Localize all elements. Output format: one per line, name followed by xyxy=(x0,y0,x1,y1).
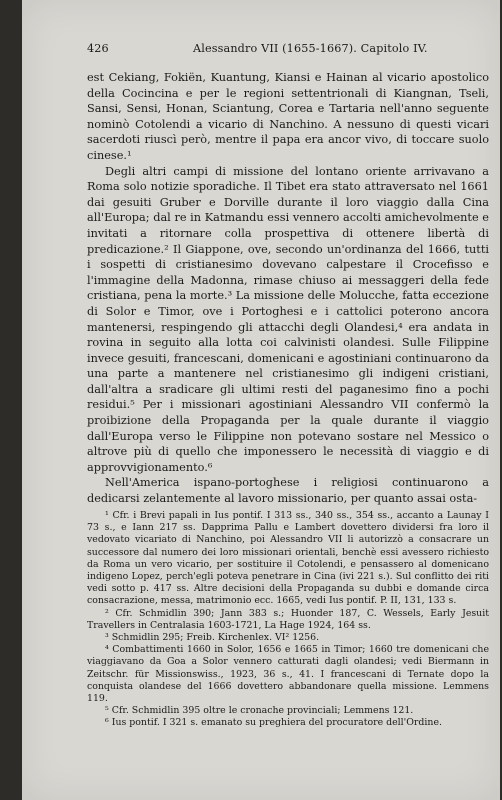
page-header xyxy=(87,42,490,56)
page-number: 426 xyxy=(87,42,109,55)
running-title: Alessandro VII (1655-1667). Capitolo IV. xyxy=(193,42,428,55)
paragraph: Degli altri campi di missione del lontano oriente arrivavano a Roma solo notizie sporadiche. Il Tibet era stato attraversato nel 1661 dai gesuiti Gruber e Dorville durante il loro viaggio dalla Cina all'Europa; dal re in Katmandu essi vennero accolti amichevolmente e invitati a ritornare colla prospettiva di ottenere libertà di predicazione.² Il Giappone, ove, secondo un'ordinanza del 1666, tutti i sospetti di cristianesimo dovevano calpestare il Crocefisso e l'immagine della Madonna, rimase chiuso ai messaggeri della fede cristiana, pena la morte.³ La missione delle Molucche, fatta eccezione di Solor e Timor, ove i Portoghesi e i cattolici poterono ancora mantenersi, respingendo gli attacchi degli Olandesi,⁴ era andata in rovina in seguito alla lotta coi calvinisti olandesi. Sulle Filippine invece gesuiti, francescani, domenicani e agostiniani continuarono da una parte a mantenere nel cristianesimo gli indigeni cristiani, dall'altra a sradicare gli ultimi resti del paganesimo fino a pochi residui.⁵ Per i missionari agostiniani Alessandro VII confermò la proibizione della Propaganda per la quale durante il viaggio dall'Europa verso le Filippine non potevano sostare nel Messico o altrove più di quello che imponessero le necessità di viaggio e di approvvigionamento.⁶ xyxy=(87,164,489,474)
book-page xyxy=(22,0,500,800)
footnote-2: ² Cfr. Schmidlin 390; Jann 383 s.; Huonder 187, C. Wessels, Early Jesuit Travellers in Centralasia 1603-1721, La Hage 1924, 164 ss. xyxy=(87,607,489,631)
paragraph: Nell'America ispano-portoghese i religiosi continuarono a dedicarsi zelantemente al lavoro missionario, per quanto assai osta- xyxy=(87,476,489,506)
footnote-4: ⁴ Combattimenti 1660 in Solor, 1656 e 1665 in Timor; 1660 tre domenicani che viaggiavano da Goa a Solor vennero catturati dagli olandesi; vedi Biermann in Zeitschr. für Missionswiss., 1923, 36 s., 41. I francescani di Ternate dopo la conquista olandese del 1666 dovettero abbandonare quella missione. Lemmens 119. xyxy=(87,644,489,705)
paragraph: est Cekiang, Fokiën, Kuantung, Kiansi e Hainan al vicario apostolico della Cocincina e per le regioni settentrionali di Kiangnan, Tseli, Sansi, Sensi, Honan, Sciantung, Corea e Tartaria nell'anno seguente nominò Cotolendi a vicario di Nanchino. A nessuno di questi vicari sacerdoti riuscì però, mentre il papa era ancor vivo, di toccare suolo cinese.¹ xyxy=(87,71,489,162)
footnotes xyxy=(87,510,489,730)
footnote-3: ³ Schmidlin 295; Freib. Kirchenlex. VI² 1256. xyxy=(105,632,320,644)
footnote-1: ¹ Cfr. i Brevi papali in Ius pontif. I 313 ss., 340 ss., 354 ss., accanto a Launay I 73 s., e Iann 217 ss. Dapprima Pallu e Lambert dovettero dividersi fra loro il vedovato vicariato di Nanchino, poi Alessandro VII li autorizzò a consacrare un successore dal numero dei loro missionari orientali, benchè essi avessero richiesto da Roma un vero vicario, per sostituire il Cotolendi, e pensassero al domenicano indigeno Lopez, perch'egli poteva penetrare in Cina (ivi 221 s.). Sul conflitto dei riti vedi sotto p. 417 ss. Altre decisioni della Propaganda su dubbi e domande circa consacrazione, messa, matrimonio ecc. 1665, vedi Ius pontif. P. II, 131, 133 s. xyxy=(87,510,489,607)
main-text xyxy=(87,70,489,507)
footnote-5: ⁵ Cfr. Schmidlin 395 oltre le cronache provinciali; Lemmens 121. xyxy=(105,705,414,717)
footnote-6: ⁶ Ius pontif. I 321 s. emanato su preghiera del procuratore dell'Ordine. xyxy=(105,717,442,729)
